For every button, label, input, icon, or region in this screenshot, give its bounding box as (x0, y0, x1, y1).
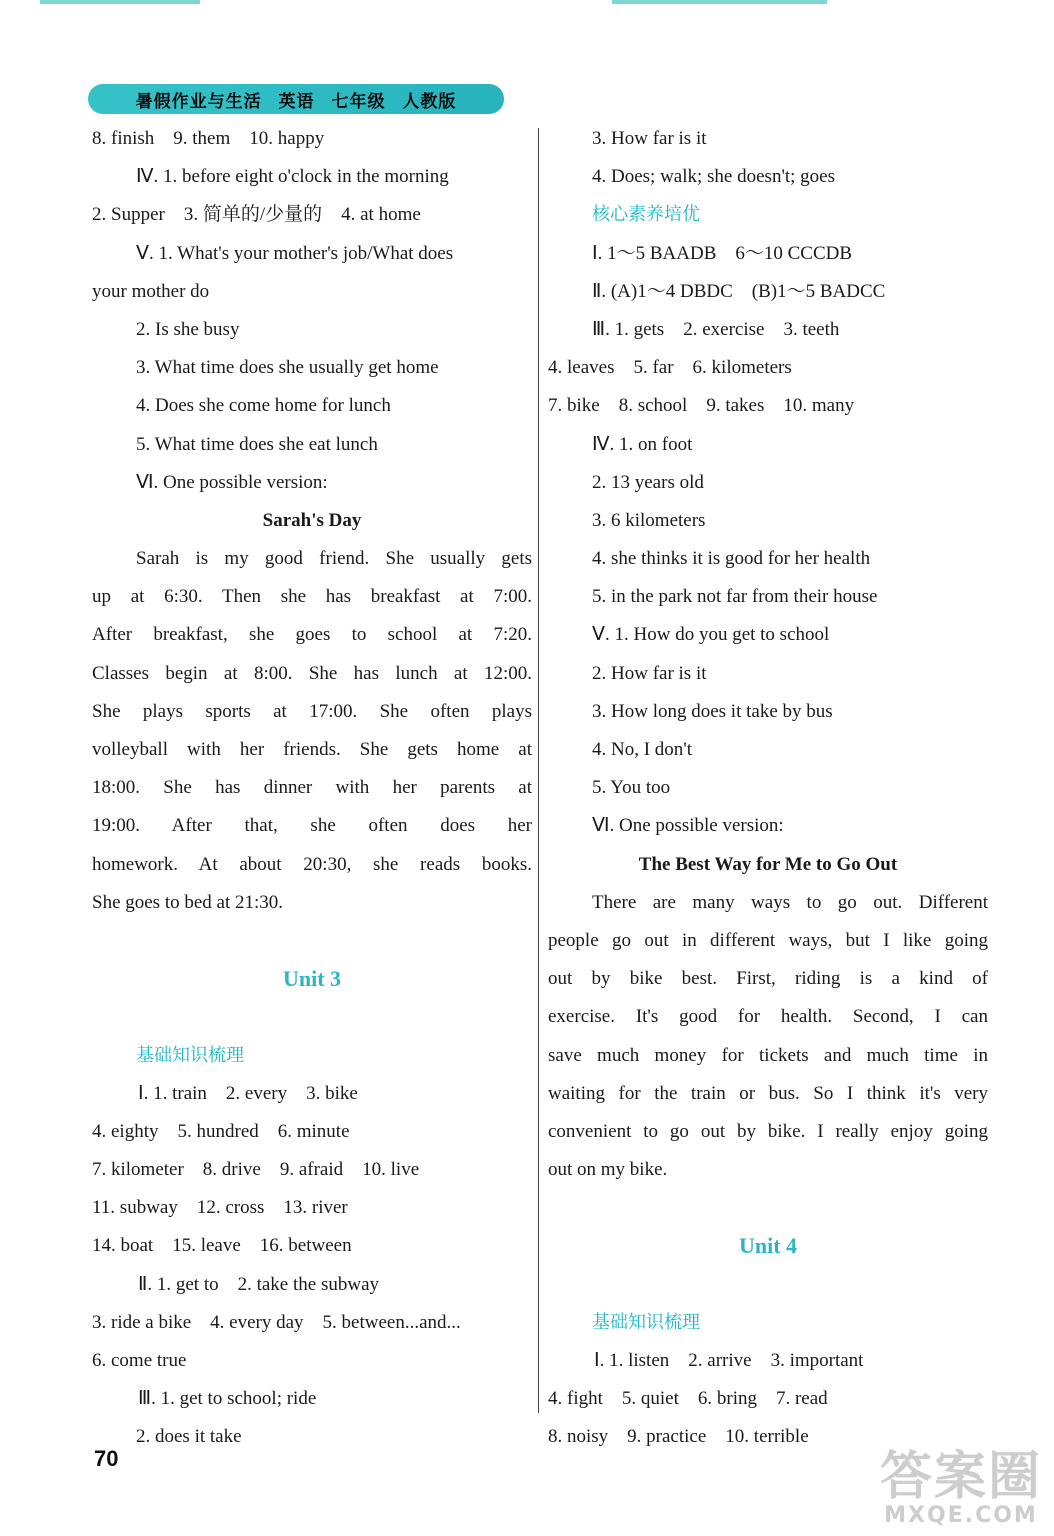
answer-line: Ⅰ. 1～5 BAADB 6～10 CCCDB (592, 242, 853, 264)
answer-line: 2. How far is it (592, 662, 707, 684)
watermark-cn: 答案圈 (879, 1447, 1042, 1507)
spacer (548, 1189, 988, 1227)
answer-line: waiting for the train or bus. So I think it's very (548, 1082, 988, 1104)
answer-line: 5. You too (592, 777, 671, 799)
answer-line: Ⅵ. One possible version: (592, 815, 784, 837)
right-column (548, 120, 988, 1457)
answer-line: 14. boat 15. leave 16. between (92, 1235, 352, 1257)
answer-line: Ⅰ. 1. listen 2. arrive 3. important (594, 1350, 864, 1371)
answer-line: Ⅱ. (A)1～4 DBDC (B)1～5 BADCC (592, 280, 886, 302)
watermark-logo (879, 1447, 1042, 1528)
answer-line: Ⅲ. 1. get to school; ride (138, 1388, 317, 1410)
answer-line: 4. Does; walk; she doesn't; goes (592, 166, 836, 188)
answer-line: 11. subway 12. cross 13. river (92, 1197, 348, 1219)
answer-line: 7. bike 8. school 9. takes 10. many (548, 395, 855, 417)
answer-line: Ⅰ. 1. train 2. every 3. bike (138, 1082, 358, 1104)
answer-line: Classes begin at 8:00. She has lunch at 12:00. (92, 662, 532, 684)
answer-line: your mother do (92, 280, 210, 302)
answer-line: 3. How long does it take by bus (592, 700, 833, 722)
answer-line: exercise. It's good for health. Second, I can (548, 1006, 988, 1028)
answer-line: Ⅵ. One possible version: (136, 471, 328, 493)
page-number: 70 (94, 1446, 119, 1471)
answer-line: volleyball with her friends. She gets home at (92, 739, 532, 760)
top-accent-line-right (612, 0, 827, 4)
section-heading: 基础知识梳理 (136, 1044, 244, 1066)
answer-line: 18:00. She has dinner with her parents at (92, 777, 532, 799)
answer-line: 4. Does she come home for lunch (136, 395, 391, 417)
answer-line: 3. How far is it (592, 128, 707, 149)
answer-line: 5. What time does she eat lunch (136, 433, 378, 455)
answer-line: 4. fight 5. quiet 6. bring 7. read (548, 1388, 828, 1410)
section-heading: 基础知识梳理 (592, 1311, 700, 1333)
answer-line: She plays sports at 17:00. She often plays (92, 700, 532, 722)
answer-line: 3. ride a bike 4. every day 5. between...and... (92, 1311, 461, 1333)
answer-line: 19:00. After that, she often does her (92, 815, 532, 837)
answer-line: 6. come true (92, 1350, 187, 1371)
answer-line: Ⅲ. 1. gets 2. exercise 3. teeth (592, 318, 840, 340)
answer-line: She goes to bed at 21:30. (92, 891, 284, 913)
answer-line: Ⅳ. 1. before eight o'clock in the morning (136, 166, 449, 188)
unit-heading: Unit 3 (282, 966, 342, 992)
column-divider (538, 128, 539, 1413)
answer-line: out on my bike. (548, 1159, 668, 1181)
spacer (92, 922, 532, 960)
top-accent-line-left (40, 0, 200, 4)
essay-title: Sarah's Day (262, 509, 362, 531)
answer-line: Ⅴ. 1. What's your mother's job/What does (136, 242, 454, 264)
answer-line: 4. she thinks it is good for her health (592, 548, 871, 570)
answer-line: 5. in the park not far from their house (592, 586, 878, 608)
answer-line: After breakfast, she goes to school at 7:20. (92, 624, 532, 646)
answer-line: 4. No, I don't (592, 739, 693, 760)
answer-line: homework. At about 20:30, she reads books. (92, 853, 532, 875)
section-heading: 核心素养培优 (592, 204, 700, 226)
answer-line: 8. noisy 9. practice 10. terrible (548, 1426, 809, 1448)
answer-line: Ⅴ. 1. How do you get to school (592, 624, 830, 646)
answer-line: 3. 6 kilometers (592, 509, 706, 531)
spacer (92, 998, 532, 1036)
answer-line: convenient to go out by bike. I really enjoy going (548, 1120, 988, 1142)
header-banner: 暑假作业与生活 英语 七年级 人教版 (88, 84, 504, 114)
answer-line: 4. leaves 5. far 6. kilometers (548, 357, 792, 379)
answer-line: There are many ways to go out. Different (592, 891, 988, 913)
answer-line: 2. does it take (136, 1426, 242, 1448)
answer-line: Ⅳ. 1. on foot (592, 433, 693, 455)
left-column (92, 120, 532, 1457)
answer-line: Ⅱ. 1. get to 2. take the subway (138, 1273, 379, 1295)
answer-line: 2. Supper 3. 简单的/少量的 4. at home (92, 204, 421, 226)
spacer (548, 1266, 988, 1304)
unit-heading: Unit 4 (738, 1233, 798, 1259)
watermark-en: MXQE.COM (884, 1503, 1038, 1528)
answer-line: 2. Is she busy (136, 318, 240, 340)
answer-line: 8. finish 9. them 10. happy (92, 128, 325, 149)
answer-line: 3. What time does she usually get home (136, 357, 439, 379)
answer-line: 2. 13 years old (592, 471, 704, 493)
essay-title: The Best Way for Me to Go Out (638, 853, 898, 875)
answer-line: save much money for tickets and much time in (548, 1044, 988, 1066)
answer-line: people go out in different ways, but I like going (548, 929, 988, 951)
answer-line: 4. eighty 5. hundred 6. minute (92, 1120, 350, 1142)
answer-line: 7. kilometer 8. drive 9. afraid 10. live (92, 1159, 420, 1181)
answer-line: out by bike best. First, riding is a kind of (548, 968, 988, 990)
answer-line: up at 6:30. Then she has breakfast at 7:00. (92, 586, 532, 608)
answer-line: Sarah is my good friend. She usually gets (136, 548, 532, 570)
